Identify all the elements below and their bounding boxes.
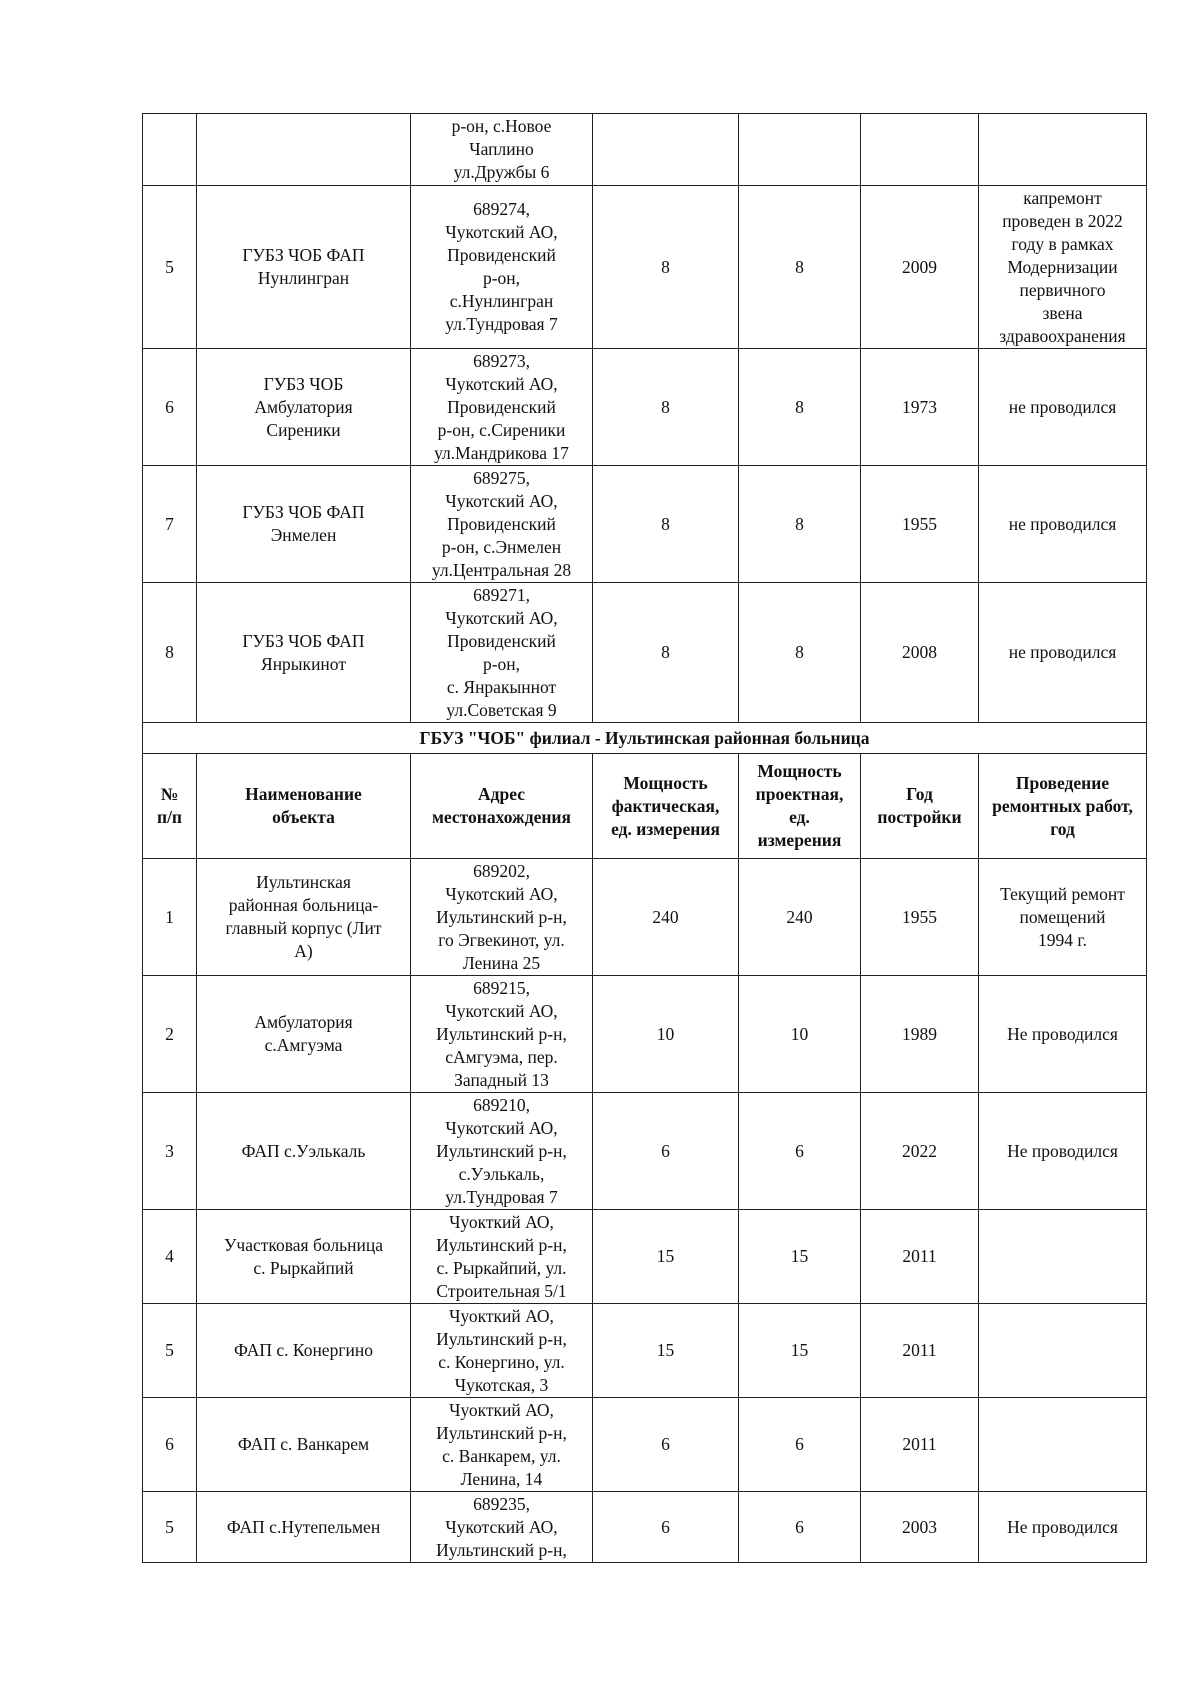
capacity-design: 8 <box>739 186 861 349</box>
capacity-design <box>739 114 861 186</box>
capacity-design: 6 <box>739 1398 861 1492</box>
capacity-actual: 8 <box>593 186 739 349</box>
capacity-actual: 10 <box>593 976 739 1093</box>
build-year: 2011 <box>861 1304 979 1398</box>
row-number: 1 <box>143 859 197 976</box>
facility-name <box>197 114 411 186</box>
facility-address: Чуокткий АО, Иультинский р-н, с. Ванкарем, ул. Ленина, 14 <box>411 1398 593 1492</box>
facility-name: ФАП с. Ванкарем <box>197 1398 411 1492</box>
repair-info: капремонт проведен в 2022 году в рамках Модернизации первичного звена здравоохранения <box>979 186 1147 349</box>
facility-address: 689271, Чукотский АО, Провиденский р-он, с. Янракыннот ул.Советская 9 <box>411 583 593 723</box>
repair-info: не проводился <box>979 349 1147 466</box>
facility-address: 689235, Чукотский АО, Иультинский р-н, <box>411 1492 593 1563</box>
capacity-design: 6 <box>739 1093 861 1210</box>
repair-info: Текущий ремонт помещений 1994 г. <box>979 859 1147 976</box>
repair-info <box>979 1210 1147 1304</box>
table-row <box>143 859 1147 976</box>
capacity-design: 15 <box>739 1210 861 1304</box>
facility-name: ГУБЗ ЧОБ Амбулатория Сиреники <box>197 349 411 466</box>
build-year <box>861 114 979 186</box>
row-number: 6 <box>143 1398 197 1492</box>
capacity-design: 240 <box>739 859 861 976</box>
header-address: Адрес местонахождения <box>411 754 593 859</box>
row-number: 7 <box>143 466 197 583</box>
table-row <box>143 976 1147 1093</box>
header-num: № п/п <box>143 754 197 859</box>
row-number: 2 <box>143 976 197 1093</box>
build-year: 2009 <box>861 186 979 349</box>
row-number: 8 <box>143 583 197 723</box>
section-header-row <box>143 723 1147 754</box>
repair-info <box>979 1304 1147 1398</box>
table-row <box>143 1304 1147 1398</box>
facility-address: Чуокткий АО, Иультинский р-н, с. Рыркайпий, ул. Строительная 5/1 <box>411 1210 593 1304</box>
table-row <box>143 186 1147 349</box>
build-year: 2008 <box>861 583 979 723</box>
facility-name: ФАП с. Конергино <box>197 1304 411 1398</box>
build-year: 2003 <box>861 1492 979 1563</box>
repair-info <box>979 114 1147 186</box>
table-row <box>143 466 1147 583</box>
facility-address: 689275, Чукотский АО, Провиденский р-он, с.Энмелен ул.Центральная 28 <box>411 466 593 583</box>
row-number: 3 <box>143 1093 197 1210</box>
capacity-design: 8 <box>739 583 861 723</box>
repair-info: не проводился <box>979 466 1147 583</box>
capacity-actual: 8 <box>593 583 739 723</box>
facilities-table-body <box>143 114 1147 1563</box>
capacity-actual: 6 <box>593 1093 739 1210</box>
row-number: 4 <box>143 1210 197 1304</box>
capacity-actual <box>593 114 739 186</box>
header-year: Год постройки <box>861 754 979 859</box>
capacity-actual: 8 <box>593 466 739 583</box>
build-year: 1989 <box>861 976 979 1093</box>
table-row <box>143 1210 1147 1304</box>
facility-address: 689202, Чукотский АО, Иультинский р-н, го Эгвекинот, ул. Ленина 25 <box>411 859 593 976</box>
table-row <box>143 1093 1147 1210</box>
table-row <box>143 1492 1147 1563</box>
table-row <box>143 1398 1147 1492</box>
facility-address: Чуокткий АО, Иультинский р-н, с. Конергино, ул. Чукотская, 3 <box>411 1304 593 1398</box>
table-row <box>143 349 1147 466</box>
facility-name: ГУБЗ ЧОБ ФАП Янрыкинот <box>197 583 411 723</box>
facility-name: ГУБЗ ЧОБ ФАП Нунлингран <box>197 186 411 349</box>
build-year: 2011 <box>861 1210 979 1304</box>
facility-name: ГУБЗ ЧОБ ФАП Энмелен <box>197 466 411 583</box>
capacity-design: 10 <box>739 976 861 1093</box>
row-number: 5 <box>143 1492 197 1563</box>
section-title: ГБУЗ "ЧОБ" филиал - Иультинская районная больница <box>143 723 1147 754</box>
column-header-row <box>143 754 1147 859</box>
header-name: Наименование объекта <box>197 754 411 859</box>
facility-address: 689210, Чукотский АО, Иультинский р-н, с.Уэлькаль, ул.Тундровая 7 <box>411 1093 593 1210</box>
facilities-table <box>142 113 1147 1563</box>
build-year: 2011 <box>861 1398 979 1492</box>
capacity-design: 6 <box>739 1492 861 1563</box>
table-row <box>143 114 1147 186</box>
build-year: 1955 <box>861 466 979 583</box>
table-row <box>143 583 1147 723</box>
build-year: 1973 <box>861 349 979 466</box>
repair-info: Не проводился <box>979 1093 1147 1210</box>
capacity-design: 15 <box>739 1304 861 1398</box>
facility-name: ФАП с.Нутепельмен <box>197 1492 411 1563</box>
capacity-design: 8 <box>739 349 861 466</box>
capacity-actual: 240 <box>593 859 739 976</box>
capacity-design: 8 <box>739 466 861 583</box>
facility-address: 689215, Чукотский АО, Иультинский р-н, сАмгуэма, пер. Западный 13 <box>411 976 593 1093</box>
row-number <box>143 114 197 186</box>
build-year: 1955 <box>861 859 979 976</box>
facility-name: Амбулатория с.Амгуэма <box>197 976 411 1093</box>
repair-info: Не проводился <box>979 976 1147 1093</box>
repair-info <box>979 1398 1147 1492</box>
header-repair: Проведение ремонтных работ, год <box>979 754 1147 859</box>
build-year: 2022 <box>861 1093 979 1210</box>
row-number: 5 <box>143 186 197 349</box>
capacity-actual: 6 <box>593 1492 739 1563</box>
repair-info: Не проводился <box>979 1492 1147 1563</box>
facility-name: Участковая больница с. Рыркайпий <box>197 1210 411 1304</box>
facility-address: 689274, Чукотский АО, Провиденский р-он, с.Нунлингран ул.Тундровая 7 <box>411 186 593 349</box>
facility-name: ФАП с.Уэлькаль <box>197 1093 411 1210</box>
repair-info: не проводился <box>979 583 1147 723</box>
facility-address: 689273, Чукотский АО, Провиденский р-он, с.Сиреники ул.Мандрикова 17 <box>411 349 593 466</box>
header-capacity-design: Мощность проектная, ед. измерения <box>739 754 861 859</box>
row-number: 5 <box>143 1304 197 1398</box>
capacity-actual: 15 <box>593 1210 739 1304</box>
facility-address: р-он, с.Новое Чаплино ул.Дружбы 6 <box>411 114 593 186</box>
header-capacity-actual: Мощность фактическая, ед. измерения <box>593 754 739 859</box>
capacity-actual: 15 <box>593 1304 739 1398</box>
capacity-actual: 6 <box>593 1398 739 1492</box>
capacity-actual: 8 <box>593 349 739 466</box>
row-number: 6 <box>143 349 197 466</box>
facility-name: Иультинская районная больница- главный корпус (Лит А) <box>197 859 411 976</box>
